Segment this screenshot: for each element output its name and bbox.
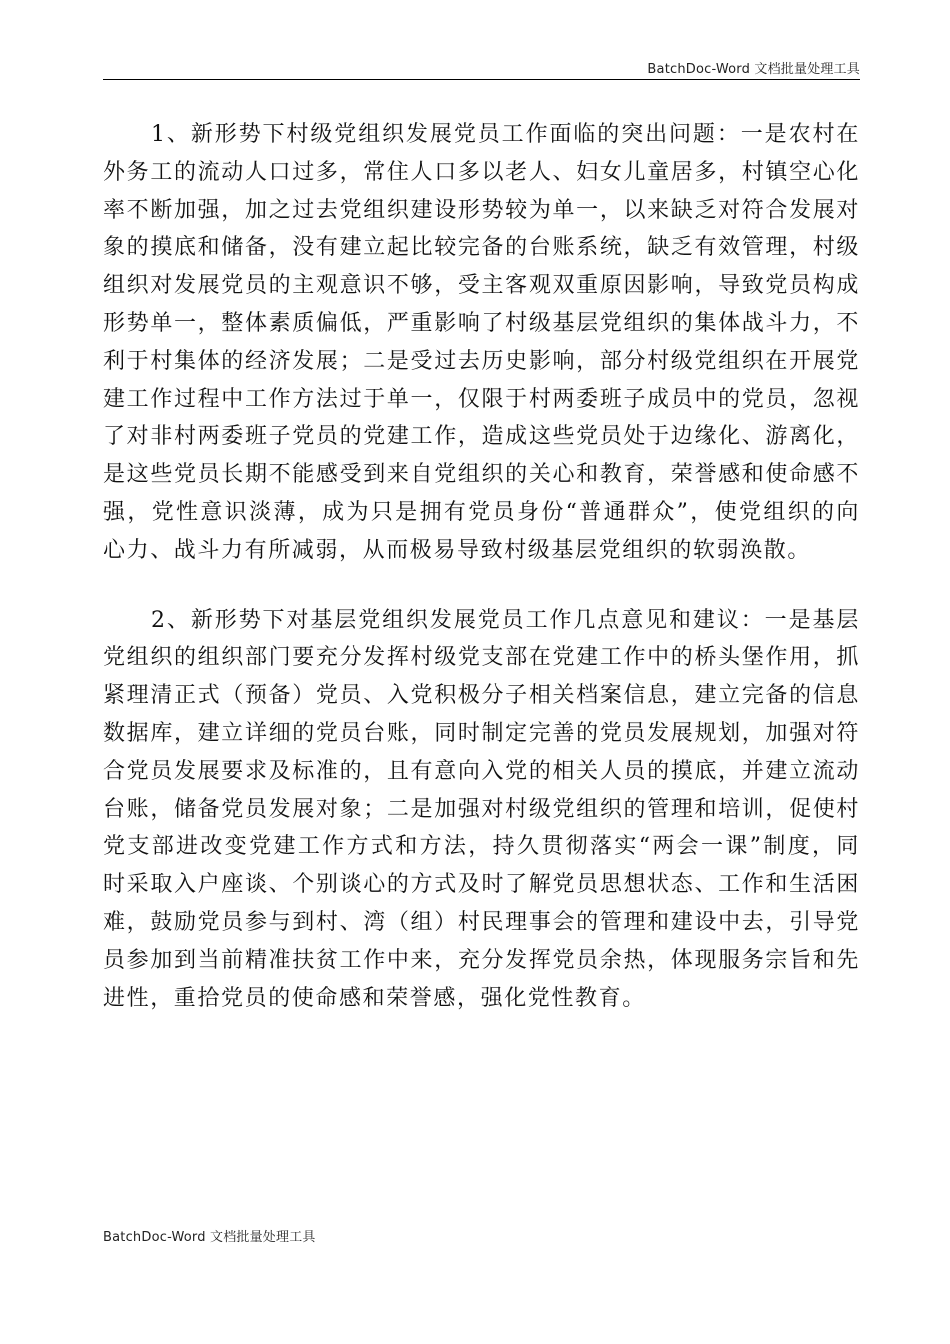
paragraph-2: 2、新形势下对基层党组织发展党员工作几点意见和建议：一是基层党组织的组织部门要充分发挥村级党支部在党建工作中的桥头堡作用，抓紧理清正式（预备）党员、入党积极分子相关档案信息，建立完备的信息数据库，建立详细的党员台账，同时制定完善的党员发展规划，加强对符合党员发展要求及标准的，且有意向入党的相关人员的摸底，并建立流动台账，储备党员发展对象；二是加强对村级党组织的管理和培训，促使村党支部进改变党建工作方式和方法，持久贯彻落实“两会一课”制度，同时采取入户座谈、个别谈心的方式及时了解党员思想状态、工作和生活困难，鼓励党员参与到村、湾（组）村民理事会的管理和建设中去，引导党员参加到当前精准扶贫工作中来，充分发挥党员余热，体现服务宗旨和先进性，重拾党员的使命感和荣誉感，强化党性教育。 [103, 607, 860, 1011]
paragraph-1: 1、新形势下村级党组织发展党员工作面临的突出问题：一是农村在外务工的流动人口过多，常住人口多以老人、妇女儿童居多，村镇空心化率不断加强，加之过去党组织建设形势较为单一，以来缺乏对符合发展对象的摸底和储备，没有建立起比较完备的台账系统，缺乏有效管理，村级组织对发展党员的主观意识不够，受主客观双重原因影响，导致党员构成形势单一，整体素质偏低，严重影响了村级基层党组织的集体战斗力，不利于村集体的经济发展；二是受过去历史影响，部分村级党组织在开展党建工作过程中工作方法过于单一，仅限于村两委班子成员中的党员，忽视了对非村两委班子党员的党建工作，造成这些党员处于边缘化、游离化，是这些党员长期不能感受到来自党组织的关心和教育，荣誉感和使命感不强，党性意识淡薄，成为只是拥有党员身份“普通群众”，使党组织的向心力、战斗力有所减弱，从而极易导致村级基层党组织的软弱涣散。 [103, 122, 860, 563]
page-header: BatchDoc-Word 文档批量处理工具 [647, 62, 860, 77]
document-body [103, 116, 860, 1049]
page-footer: BatchDoc-Word 文档批量处理工具 [103, 1230, 316, 1245]
header-divider [103, 79, 860, 80]
